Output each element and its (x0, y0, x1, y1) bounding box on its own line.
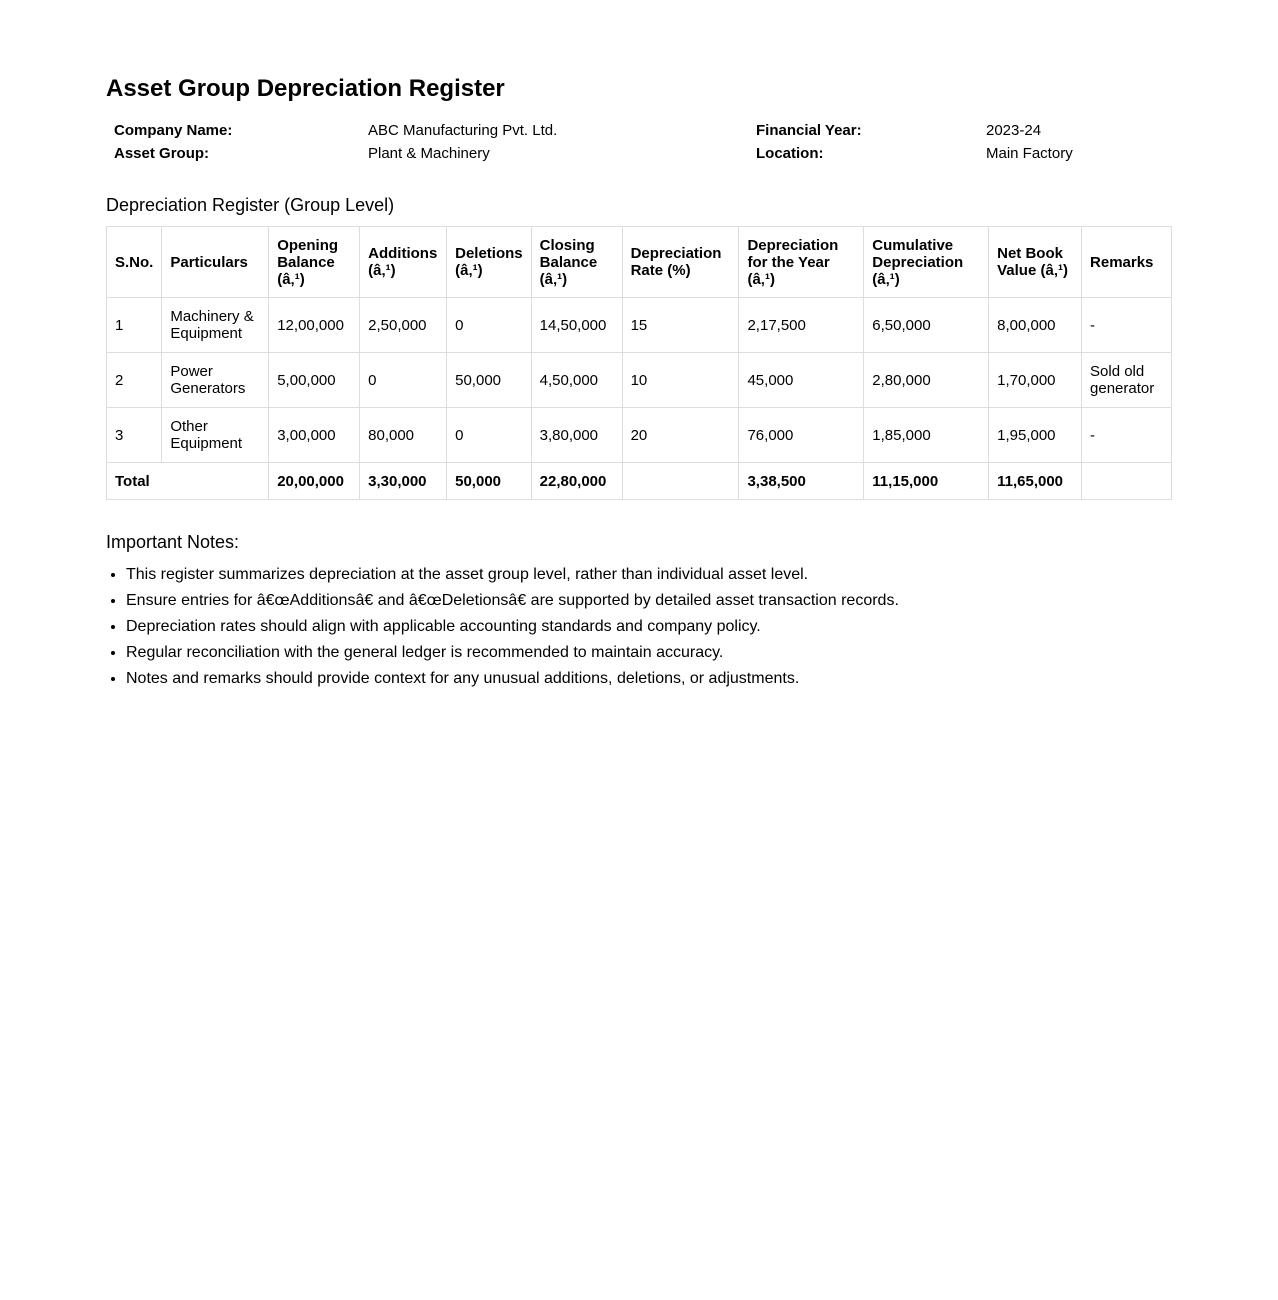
header-net-book-value: Net Book Value (â‚¹) (989, 227, 1082, 298)
note-item: • Regular reconciliation with the general ledger is recommended to maintain accuracy. (126, 643, 1172, 663)
cell-additions: 0 (360, 353, 447, 408)
cell-closing-balance: 14,50,000 (531, 298, 622, 353)
cell-closing-balance: 3,80,000 (531, 408, 622, 463)
depreciation-register-table (106, 226, 1172, 500)
note-item: • This register summarizes depreciation at the asset group level, rather than individual asset level. (126, 565, 1172, 585)
cell-net-book-value: 1,70,000 (989, 353, 1082, 408)
cell-sno: 3 (107, 408, 162, 463)
cell-depreciation-year: 2,17,500 (739, 298, 864, 353)
total-additions: 3,30,000 (360, 463, 447, 500)
cell-additions: 80,000 (360, 408, 447, 463)
cell-particulars: Other Equipment (162, 408, 269, 463)
cell-remarks: - (1082, 298, 1172, 353)
location-value: Main Factory (986, 145, 1073, 162)
header-sno: S.No. (107, 227, 162, 298)
cell-particulars: Machinery & Equipment (162, 298, 269, 353)
financial-year-label: Financial Year: (756, 122, 862, 139)
header-cumulative-depreciation: Cumulative Depreciation (â‚¹) (864, 227, 989, 298)
table-row (107, 298, 1172, 353)
cell-net-book-value: 1,95,000 (989, 408, 1082, 463)
cell-particulars: Power Generators (162, 353, 269, 408)
table-row (107, 408, 1172, 463)
header-depreciation-rate: Depreciation Rate (%) (622, 227, 739, 298)
page-title: Asset Group Depreciation Register (106, 75, 505, 102)
asset-group-label: Asset Group: (114, 145, 210, 162)
cell-depreciation-rate: 15 (622, 298, 739, 353)
total-depreciation-rate (622, 463, 739, 500)
cell-cumulative-depreciation: 2,80,000 (864, 353, 989, 408)
note-item: • Depreciation rates should align with applicable accounting standards and company policy. (126, 617, 1172, 637)
company-value: ABC Manufacturing Pvt. Ltd. (368, 122, 558, 139)
cell-cumulative-depreciation: 1,85,000 (864, 408, 989, 463)
info-row-2 (106, 142, 1172, 165)
header-particulars: Particulars (162, 227, 269, 298)
total-deletions: 50,000 (447, 463, 532, 500)
total-opening-balance: 20,00,000 (269, 463, 360, 500)
cell-closing-balance: 4,50,000 (531, 353, 622, 408)
header-deletions: Deletions (â‚¹) (447, 227, 532, 298)
info-table (106, 119, 1172, 165)
note-item: • Ensure entries for â€œAdditionsâ€ and â€œDeletionsâ€ are supported by detailed asset transaction records. (126, 591, 1172, 611)
header-additions: Additions (â‚¹) (360, 227, 447, 298)
total-label: Total (107, 463, 269, 500)
table-header-row (107, 227, 1172, 298)
cell-sno: 1 (107, 298, 162, 353)
cell-deletions: 0 (447, 298, 532, 353)
total-remarks (1082, 463, 1172, 500)
financial-year-value: 2023-24 (986, 122, 1042, 139)
cell-sno: 2 (107, 353, 162, 408)
table-row (107, 353, 1172, 408)
notes-title: Important Notes: (106, 532, 240, 552)
cell-additions: 2,50,000 (360, 298, 447, 353)
cell-net-book-value: 8,00,000 (989, 298, 1082, 353)
cell-deletions: 50,000 (447, 353, 532, 408)
table-total-row (107, 463, 1172, 500)
location-label: Location: (756, 145, 824, 162)
cell-remarks: Sold old generator (1082, 353, 1172, 408)
cell-cumulative-depreciation: 6,50,000 (864, 298, 989, 353)
cell-opening-balance: 3,00,000 (269, 408, 360, 463)
cell-depreciation-year: 45,000 (739, 353, 864, 408)
cell-depreciation-rate: 20 (622, 408, 739, 463)
asset-group-value: Plant & Machinery (368, 145, 490, 162)
total-depreciation-year: 3,38,500 (739, 463, 864, 500)
note-item: • Notes and remarks should provide context for any unusual additions, deletions, or adjustments. (126, 669, 1172, 689)
register-section-title: Depreciation Register (Group Level) (106, 195, 395, 215)
header-closing-balance: Closing Balance (â‚¹) (531, 227, 622, 298)
cell-opening-balance: 12,00,000 (269, 298, 360, 353)
header-depreciation-year: Depreciation for the Year (â‚¹) (739, 227, 864, 298)
total-net-book-value: 11,65,000 (989, 463, 1082, 500)
cell-depreciation-year: 76,000 (739, 408, 864, 463)
cell-opening-balance: 5,00,000 (269, 353, 360, 408)
notes-list (106, 565, 1172, 689)
cell-depreciation-rate: 10 (622, 353, 739, 408)
cell-deletions: 0 (447, 408, 532, 463)
cell-remarks: - (1082, 408, 1172, 463)
company-label: Company Name: (114, 122, 233, 139)
header-remarks: Remarks (1082, 227, 1172, 298)
total-closing-balance: 22,80,000 (531, 463, 622, 500)
total-cumulative-depreciation: 11,15,000 (864, 463, 989, 500)
header-opening-balance: Opening Balance (â‚¹) (269, 227, 360, 298)
info-row-1 (106, 119, 1172, 142)
